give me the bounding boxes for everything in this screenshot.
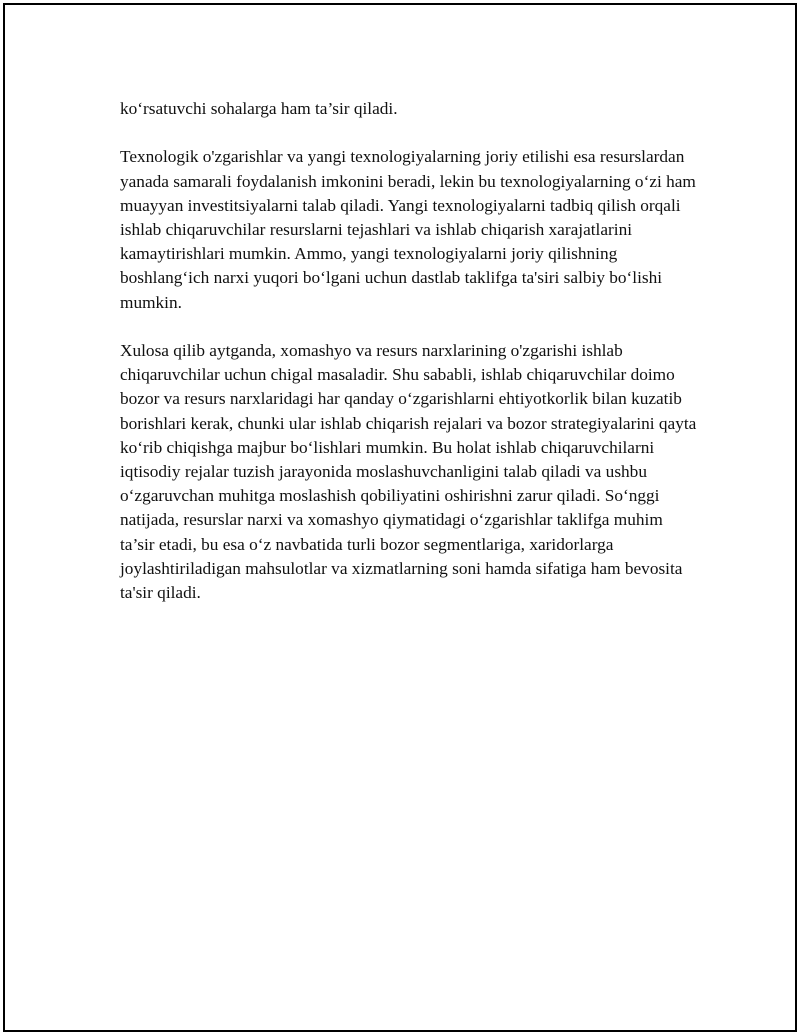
document-page (3, 3, 797, 1032)
document-body (120, 97, 700, 629)
paragraph-2: Texnologik o'zgarishlar va yangi texnologiyalarning joriy etilishi esa resurslardan yanada samarali foydalanish imkonini beradi, lekin bu texnologiyalarning o‘zi ham muayyan investitsiyalarni talab qiladi. Yangi texnologiyalarni tadbiq qilish orqali ishlab chiqaruvchilar resurslarni tejashlari va ishlab chiqarish xarajatlarini kamaytirishlari mumkin. Ammo, yangi texnologiyalarni joriy qilishning boshlang‘ich narxi yuqori bo‘lgani uchun dastlab taklifga ta'siri salbiy bo‘lishi mumkin. (120, 147, 696, 312)
paragraph-3: Xulosa qilib aytganda, xomashyo va resurs narxlarining o'zgarishi ishlab chiqaruvchilar uchun chigal masaladir. Shu sababli, ishlab chiqaruvchilar doimo bozor va resurs narxlaridagi har qanday o‘zgarishlarni ehtiyotkorlik bilan kuzatib borishlari kerak, chunki ular ishlab chiqarish rejalari va bozor strategiyalarini qayta ko‘rib chiqishga majbur bo‘lishlari mumkin. Bu holat ishlab chiqaruvchilarni iqtisodiy rejalar tuzish jarayonida moslashuvchanligini talab qiladi va ushbu o‘zgaruvchan muhitga moslashish qobiliyatini oshirishni zarur qiladi. So‘nggi natijada, resurslar narxi va xomashyo qiymatidagi o‘zgarishlar taklifga muhim ta’sir etadi, bu esa o‘z navbatida turli bozor segmentlariga, xaridorlarga joylashtiriladigan mahsulotlar va xizmatlarning soni hamda sifatiga ham bevosita ta'sir qiladi. (120, 341, 697, 603)
paragraph-1: ko‘rsatuvchi sohalarga ham ta’sir qiladi. (120, 99, 398, 118)
